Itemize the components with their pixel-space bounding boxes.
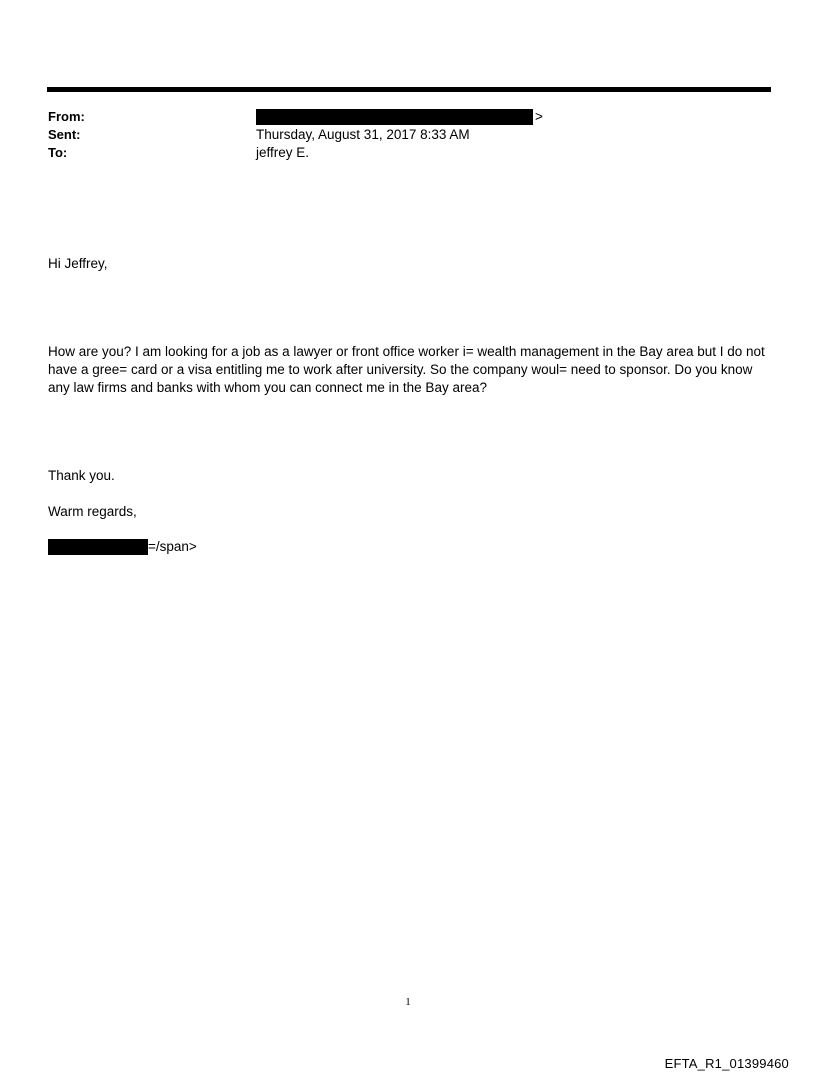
page-number: 1 [405,996,411,1008]
paragraph-line: How are you? I am looking for a job as a lawyer or front office worker i= wealth management in the Bay area but I do not [48,344,765,359]
from-label: From: [48,109,85,124]
header-divider [47,87,771,92]
paragraph-line: have a gree= card or a visa entitling me to work after university. So the company woul= need to sponsor. Do you know [48,362,753,377]
signature-suffix: =/span> [148,539,197,554]
signature-redaction [48,539,148,555]
from-redaction [256,109,533,125]
paragraph-line: any law firms and banks with whom you can connect me in the Bay area? [48,380,487,395]
message-paragraph [48,343,778,397]
document-id: EFTA_R1_01399460 [664,1056,789,1071]
to-value: jeffrey E. [256,145,310,160]
sent-label: Sent: [48,127,81,142]
greeting: Hi Jeffrey, [48,256,108,271]
from-suffix: > [535,109,543,124]
closing-line: Warm regards, [48,504,137,519]
to-label: To: [48,145,68,160]
thanks-line: Thank you. [48,468,115,483]
sent-value: Thursday, August 31, 2017 8:33 AM [256,127,470,142]
